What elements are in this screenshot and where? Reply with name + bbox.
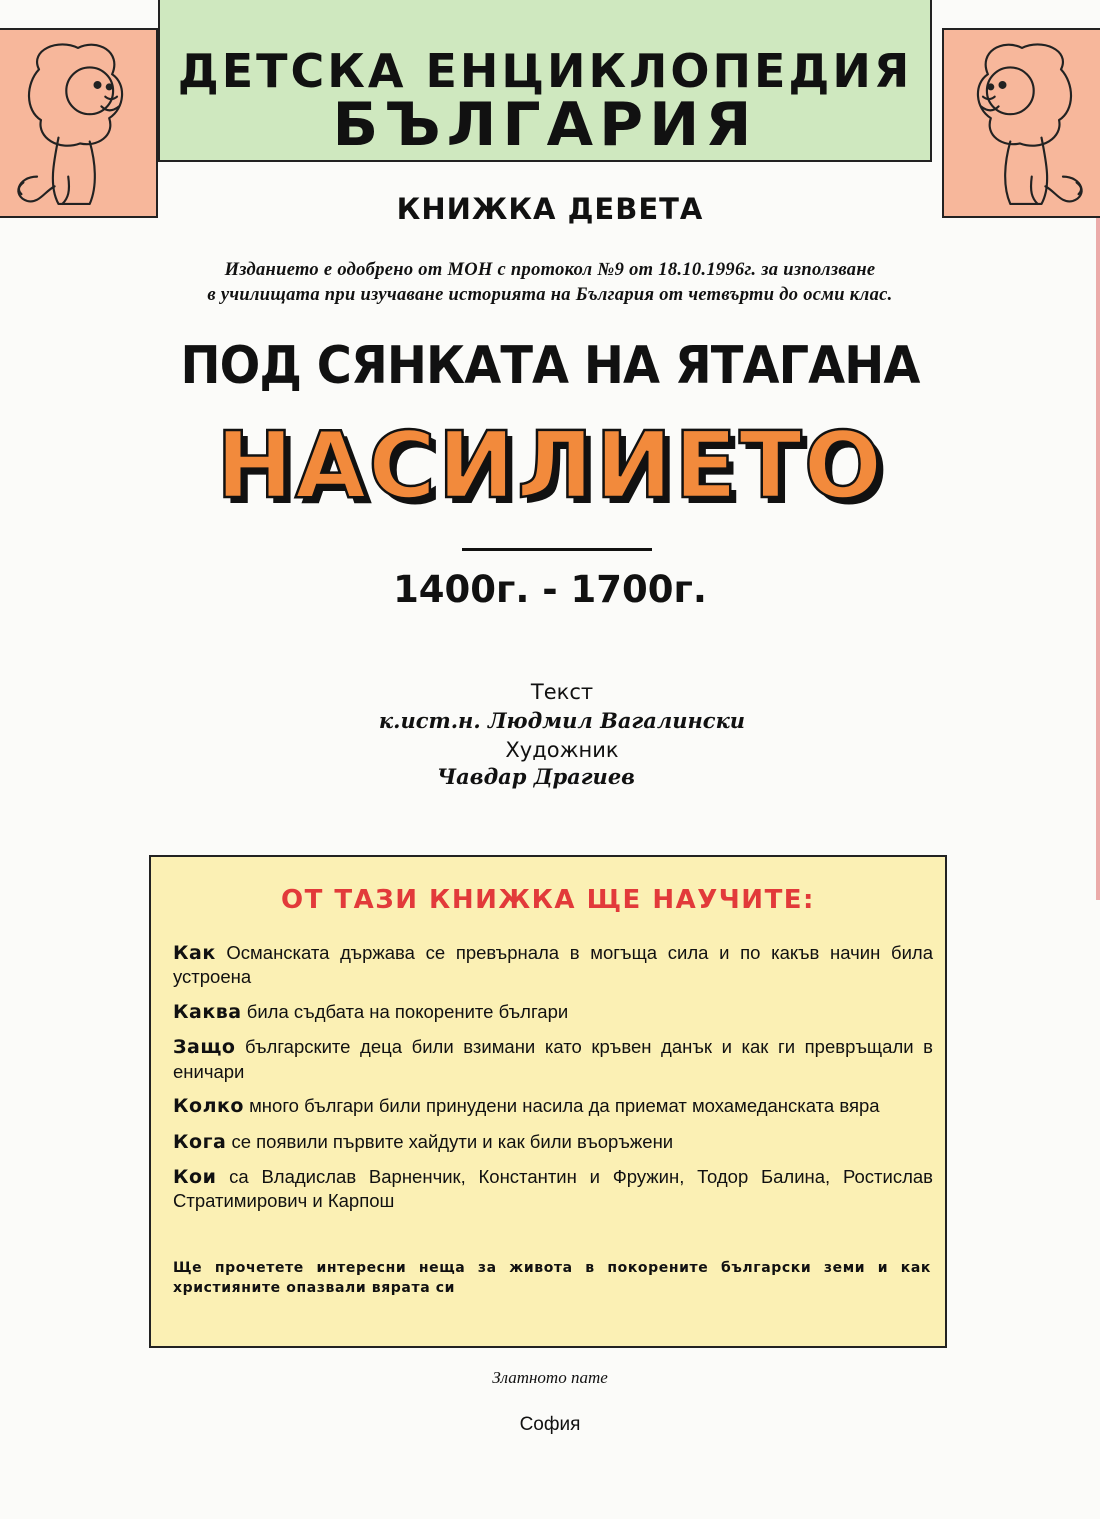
book-subtitle: НАСИЛИЕТО <box>216 412 884 519</box>
item-lead: Кога <box>173 1130 227 1153</box>
divider <box>462 548 652 551</box>
item-text: са Владислав Варненчик, Константин и Фружин, Тодор Балина, Ростислав Стратимирович и Карпош <box>173 1165 933 1212</box>
item-text: Османската държава се превърнала в могъща сила и по какъв начин била устроена <box>173 942 933 988</box>
text-label: Текст <box>530 680 594 704</box>
list-item <box>173 1165 933 1213</box>
lion-panel-left <box>0 28 158 218</box>
approval-line: Изданието е одобрено от МОН с протокол №9 от 18.10.1996г. за използване <box>224 260 876 280</box>
lion-illustration-icon <box>0 30 156 216</box>
series-title: ДЕТСКА ЕНЦИКЛОПЕДИЯ <box>177 44 913 98</box>
series-subtitle: БЪЛГАРИЯ <box>332 90 758 160</box>
lion-illustration-icon <box>944 30 1100 216</box>
learn-box <box>149 855 947 1348</box>
list-item <box>173 1035 933 1083</box>
city: София <box>519 1414 581 1435</box>
approval-note <box>0 258 1100 307</box>
book-title: ПОД СЯНКАТА НА ЯТАГАНА <box>180 336 920 396</box>
series-header <box>158 0 932 162</box>
text-author: к.ист.н. Людмил Вагалински <box>378 708 746 733</box>
period: 1400г. - 1700г. <box>393 568 707 611</box>
item-text: се появили първите хайдути и как били въоръжени <box>226 1130 674 1152</box>
item-lead: Как <box>173 942 216 964</box>
list-item <box>173 941 933 989</box>
approval-line: в училищата при изучаване историята на България от четвърти до осми клас. <box>207 284 893 305</box>
learn-list <box>173 941 933 1224</box>
item-text: българските деца били взимани като кръвен данък и как ги превръщали в еничари <box>173 1036 933 1082</box>
item-lead: Кои <box>173 1165 217 1188</box>
item-lead: Каква <box>173 1000 242 1023</box>
illustrator-label: Художник <box>505 738 619 762</box>
item-text: била съдбата на покорените българи <box>241 1000 569 1022</box>
item-lead: Защо <box>173 1036 236 1059</box>
illustrator-name: Чавдар Драгиев <box>437 764 635 789</box>
learn-box-footer: Ще прочетете интересни неща за живота в покорените български земи и как християните опазвали вярата си <box>173 1260 931 1296</box>
lion-panel-right <box>942 28 1100 218</box>
item-lead: Колко <box>173 1095 244 1118</box>
list-item <box>173 1000 933 1024</box>
book-number: КНИЖКА ДЕВЕТА <box>396 192 704 226</box>
list-item <box>173 1094 933 1118</box>
list-item <box>173 1130 933 1154</box>
publisher: Златното пате <box>492 1368 608 1387</box>
item-text: много българи били принудени насила да приемат мохамеданската вяра <box>243 1095 880 1117</box>
learn-box-title: ОТ ТАЗИ КНИЖКА ЩЕ НАУЧИТЕ: <box>281 885 815 915</box>
